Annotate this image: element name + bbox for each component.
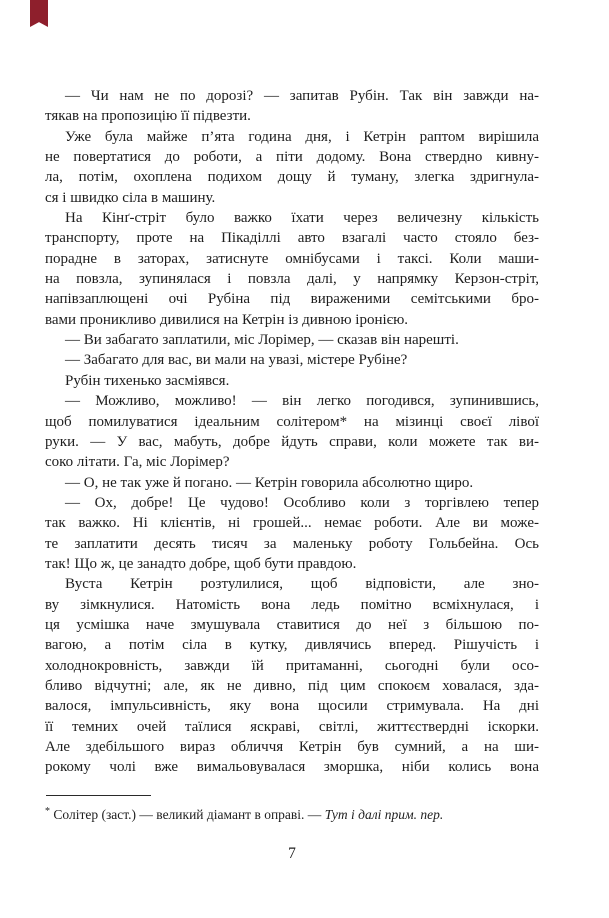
footnote-source-note: Тут і далі прим. пер.	[324, 807, 444, 822]
text-line: валося, імпульсивність, яку вона щосили стримувала. На дні	[45, 698, 539, 715]
footnote-text: Солітер (заст.) — великий діамант в оправі. —	[50, 807, 325, 822]
text-line: її темних очей таїлися яскраві, світлі, життєствердні іскорки.	[45, 718, 539, 735]
text-line: — Ох, добре! Це чудово! Особливо коли з торгівлею тепер	[65, 494, 539, 511]
text-line: — Чи нам не по дорозі? — запитав Рубін. Так він завжди на-	[65, 88, 539, 104]
text-line: так важко. Ні клієнтів, ні грошей... немає роботи. Але ви може-	[45, 515, 539, 532]
text-line: соко літати. Га, міс Лорімер?	[45, 454, 230, 471]
text-line: руки. — У вас, мабуть, добре йдуть справи, коли можете так ви-	[45, 433, 539, 450]
text-line: холоднокровність, завжди їй притаманні, сьогодні були осо-	[45, 657, 539, 674]
text-line: — Ви забагато заплатили, міс Лорімер, — сказав він нарешті.	[65, 332, 459, 349]
text-line: ця усмішка наче змушувала ставитися до неї з більшою по-	[45, 616, 539, 633]
text-line: — О, не так уже й погано. — Кетрін говорила абсолютно щиро.	[65, 474, 474, 491]
text-line: вами проникливо дивилися на Кетрін із дивною іронією.	[45, 311, 409, 328]
text-line: транспорту, проте на Пікаділлі авто взагалі часто стояло без-	[45, 230, 539, 247]
text-line: бливо відчутні; але, як не дивно, під цим спокоєм ховалася, зда-	[45, 677, 539, 694]
text-line: так! Що ж, це занадто добре, щоб бути правдою.	[45, 555, 357, 572]
text-line: ву зімкнулися. Натомість вона ледь помітно всміхнулася, і	[45, 596, 539, 613]
text-line: напівзаплющені очі Рубіна під вираженими семітськими бро-	[45, 291, 539, 308]
text-line: тякав на пропозицію її підвезти.	[45, 108, 251, 125]
page-text	[45, 86, 539, 778]
text-line: вагою, а потім сіла в кутку, дивлячись вперед. Рішучість і	[45, 637, 539, 654]
text-line: Вуста Кетрін розтулилися, щоб відповісти, але зно-	[65, 576, 539, 593]
footnote-marker: *	[45, 806, 50, 817]
text-line: — Забагато для вас, ви мали на увазі, містере Рубіне?	[65, 352, 408, 369]
text-line: порадне в заторах, затиснуте омнібусами і таксі. Коли маши-	[45, 250, 539, 267]
text-line: Уже була майже п’ята година дня, і Кетрін раптом вирішила	[65, 128, 539, 145]
text-line: Рубін тихенько засміявся.	[65, 372, 230, 389]
text-line: ся і швидко сіла в машину.	[45, 189, 216, 206]
page-number: 7	[288, 845, 296, 862]
footnote	[45, 803, 539, 823]
text-line: щоб помилуватися ідеальним солітером* на мізинці своєї лівої	[45, 413, 539, 430]
text-line: — Можливо, можливо! — він легко погодився, зупинившись,	[65, 393, 539, 410]
text-line: Але здебільшого вираз обличчя Кетрін був сумний, а на ши-	[45, 739, 539, 755]
text-line: ла, потім, охоплена подихом дощу й туману, злегка здригнула-	[45, 169, 539, 186]
text-line: на повзла, зупинялася і повзла далі, у напрямку Керзон-стріт,	[45, 271, 539, 288]
text-line: не повертатися до роботи, а піти додому. Вона ствердно кивну-	[45, 149, 539, 166]
bookmark-ribbon-icon[interactable]	[30, 0, 48, 27]
text-line: На Кінґ-стріт було важко їхати через величезну кількість	[65, 210, 539, 227]
text-line: те заплатити десять тисяч за маленьку роботу Гольбейна. Ось	[45, 535, 539, 552]
text-line: рокому чолі вже вимальовувалася зморшка, ніби колись вона	[45, 759, 539, 776]
footnote-divider	[46, 795, 151, 796]
